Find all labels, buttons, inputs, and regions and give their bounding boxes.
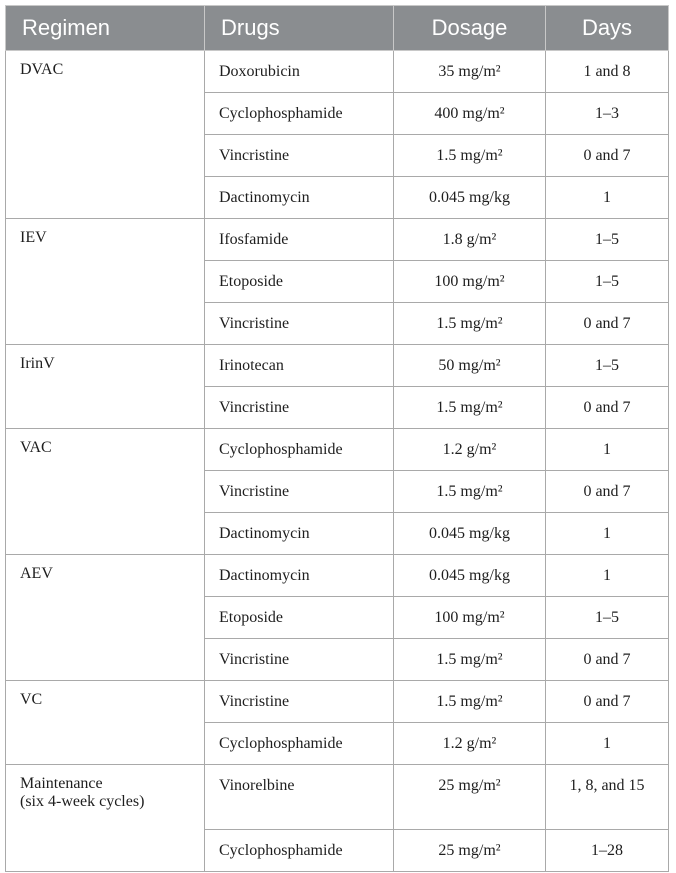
- dosage-cell: 100 mg/m²: [394, 597, 546, 639]
- dosage-cell: 1.5 mg/m²: [394, 639, 546, 681]
- days-cell: 0 and 7: [546, 471, 669, 513]
- days-cell: 1–5: [546, 345, 669, 387]
- drug-cell: Irinotecan: [205, 345, 394, 387]
- dosage-cell: 1.8 g/m²: [394, 219, 546, 261]
- dosage-cell: 1.2 g/m²: [394, 723, 546, 765]
- dosage-cell: 25 mg/m²: [394, 765, 546, 830]
- drug-cell: Cyclophosphamide: [205, 830, 394, 872]
- regimen-cell: VC: [6, 681, 205, 765]
- drug-cell: Vincristine: [205, 681, 394, 723]
- days-cell: 0 and 7: [546, 639, 669, 681]
- dosage-cell: 35 mg/m²: [394, 51, 546, 93]
- drug-cell: Vincristine: [205, 303, 394, 345]
- days-cell: 1–5: [546, 219, 669, 261]
- days-cell: 0 and 7: [546, 387, 669, 429]
- drug-cell: Dactinomycin: [205, 177, 394, 219]
- drug-cell: Vincristine: [205, 387, 394, 429]
- days-cell: 1–28: [546, 830, 669, 872]
- days-cell: 1: [546, 429, 669, 471]
- dosage-cell: 25 mg/m²: [394, 830, 546, 872]
- days-cell: 1 and 8: [546, 51, 669, 93]
- header-regimen: Regimen: [6, 6, 205, 51]
- drug-cell: Doxorubicin: [205, 51, 394, 93]
- dosage-cell: 400 mg/m²: [394, 93, 546, 135]
- dosage-cell: 1.5 mg/m²: [394, 387, 546, 429]
- header-dosage: Dosage: [394, 6, 546, 51]
- dosage-cell: 1.5 mg/m²: [394, 681, 546, 723]
- days-cell: 1–5: [546, 261, 669, 303]
- dosage-cell: 50 mg/m²: [394, 345, 546, 387]
- header-row: [6, 6, 669, 51]
- dosage-cell: 0.045 mg/kg: [394, 555, 546, 597]
- regimen-cell: IEV: [6, 219, 205, 345]
- table-row: [6, 765, 669, 830]
- days-cell: 1–5: [546, 597, 669, 639]
- regimen-cell: VAC: [6, 429, 205, 555]
- drug-cell: Cyclophosphamide: [205, 723, 394, 765]
- drug-cell: Vincristine: [205, 135, 394, 177]
- dosage-cell: 1.5 mg/m²: [394, 471, 546, 513]
- drug-cell: Vinorelbine: [205, 765, 394, 830]
- dosage-cell: 1.2 g/m²: [394, 429, 546, 471]
- regimen-note: (six 4-week cycles): [20, 793, 145, 810]
- regimen-cell: DVAC: [6, 51, 205, 219]
- drug-cell: Cyclophosphamide: [205, 429, 394, 471]
- days-cell: 0 and 7: [546, 681, 669, 723]
- dosage-cell: 1.5 mg/m²: [394, 135, 546, 177]
- header-drugs: Drugs: [205, 6, 394, 51]
- days-cell: 1: [546, 723, 669, 765]
- drug-cell: Etoposide: [205, 597, 394, 639]
- drug-cell: Vincristine: [205, 639, 394, 681]
- days-cell: 1: [546, 555, 669, 597]
- regimen-name: Maintenance: [20, 775, 103, 792]
- drug-cell: Dactinomycin: [205, 555, 394, 597]
- regimen-cell: IrinV: [6, 345, 205, 429]
- header-days: Days: [546, 6, 669, 51]
- table-row: [6, 555, 669, 597]
- table-row: [6, 681, 669, 723]
- drug-cell: Dactinomycin: [205, 513, 394, 555]
- dosage-cell: 0.045 mg/kg: [394, 177, 546, 219]
- table-row: [6, 219, 669, 261]
- regimen-table: [5, 5, 669, 872]
- dosage-cell: 1.5 mg/m²: [394, 303, 546, 345]
- drug-cell: Ifosfamide: [205, 219, 394, 261]
- days-cell: 0 and 7: [546, 303, 669, 345]
- regimen-cell: AEV: [6, 555, 205, 681]
- days-cell: 0 and 7: [546, 135, 669, 177]
- table-row: [6, 429, 669, 471]
- days-cell: 1: [546, 177, 669, 219]
- days-cell: 1, 8, and 15: [546, 765, 669, 830]
- table-row: [6, 345, 669, 387]
- drug-cell: Cyclophosphamide: [205, 93, 394, 135]
- days-cell: 1–3: [546, 93, 669, 135]
- drug-cell: Vincristine: [205, 471, 394, 513]
- days-cell: 1: [546, 513, 669, 555]
- dosage-cell: 100 mg/m²: [394, 261, 546, 303]
- dosage-cell: 0.045 mg/kg: [394, 513, 546, 555]
- regimen-cell: [6, 765, 205, 872]
- table-row: [6, 51, 669, 93]
- drug-cell: Etoposide: [205, 261, 394, 303]
